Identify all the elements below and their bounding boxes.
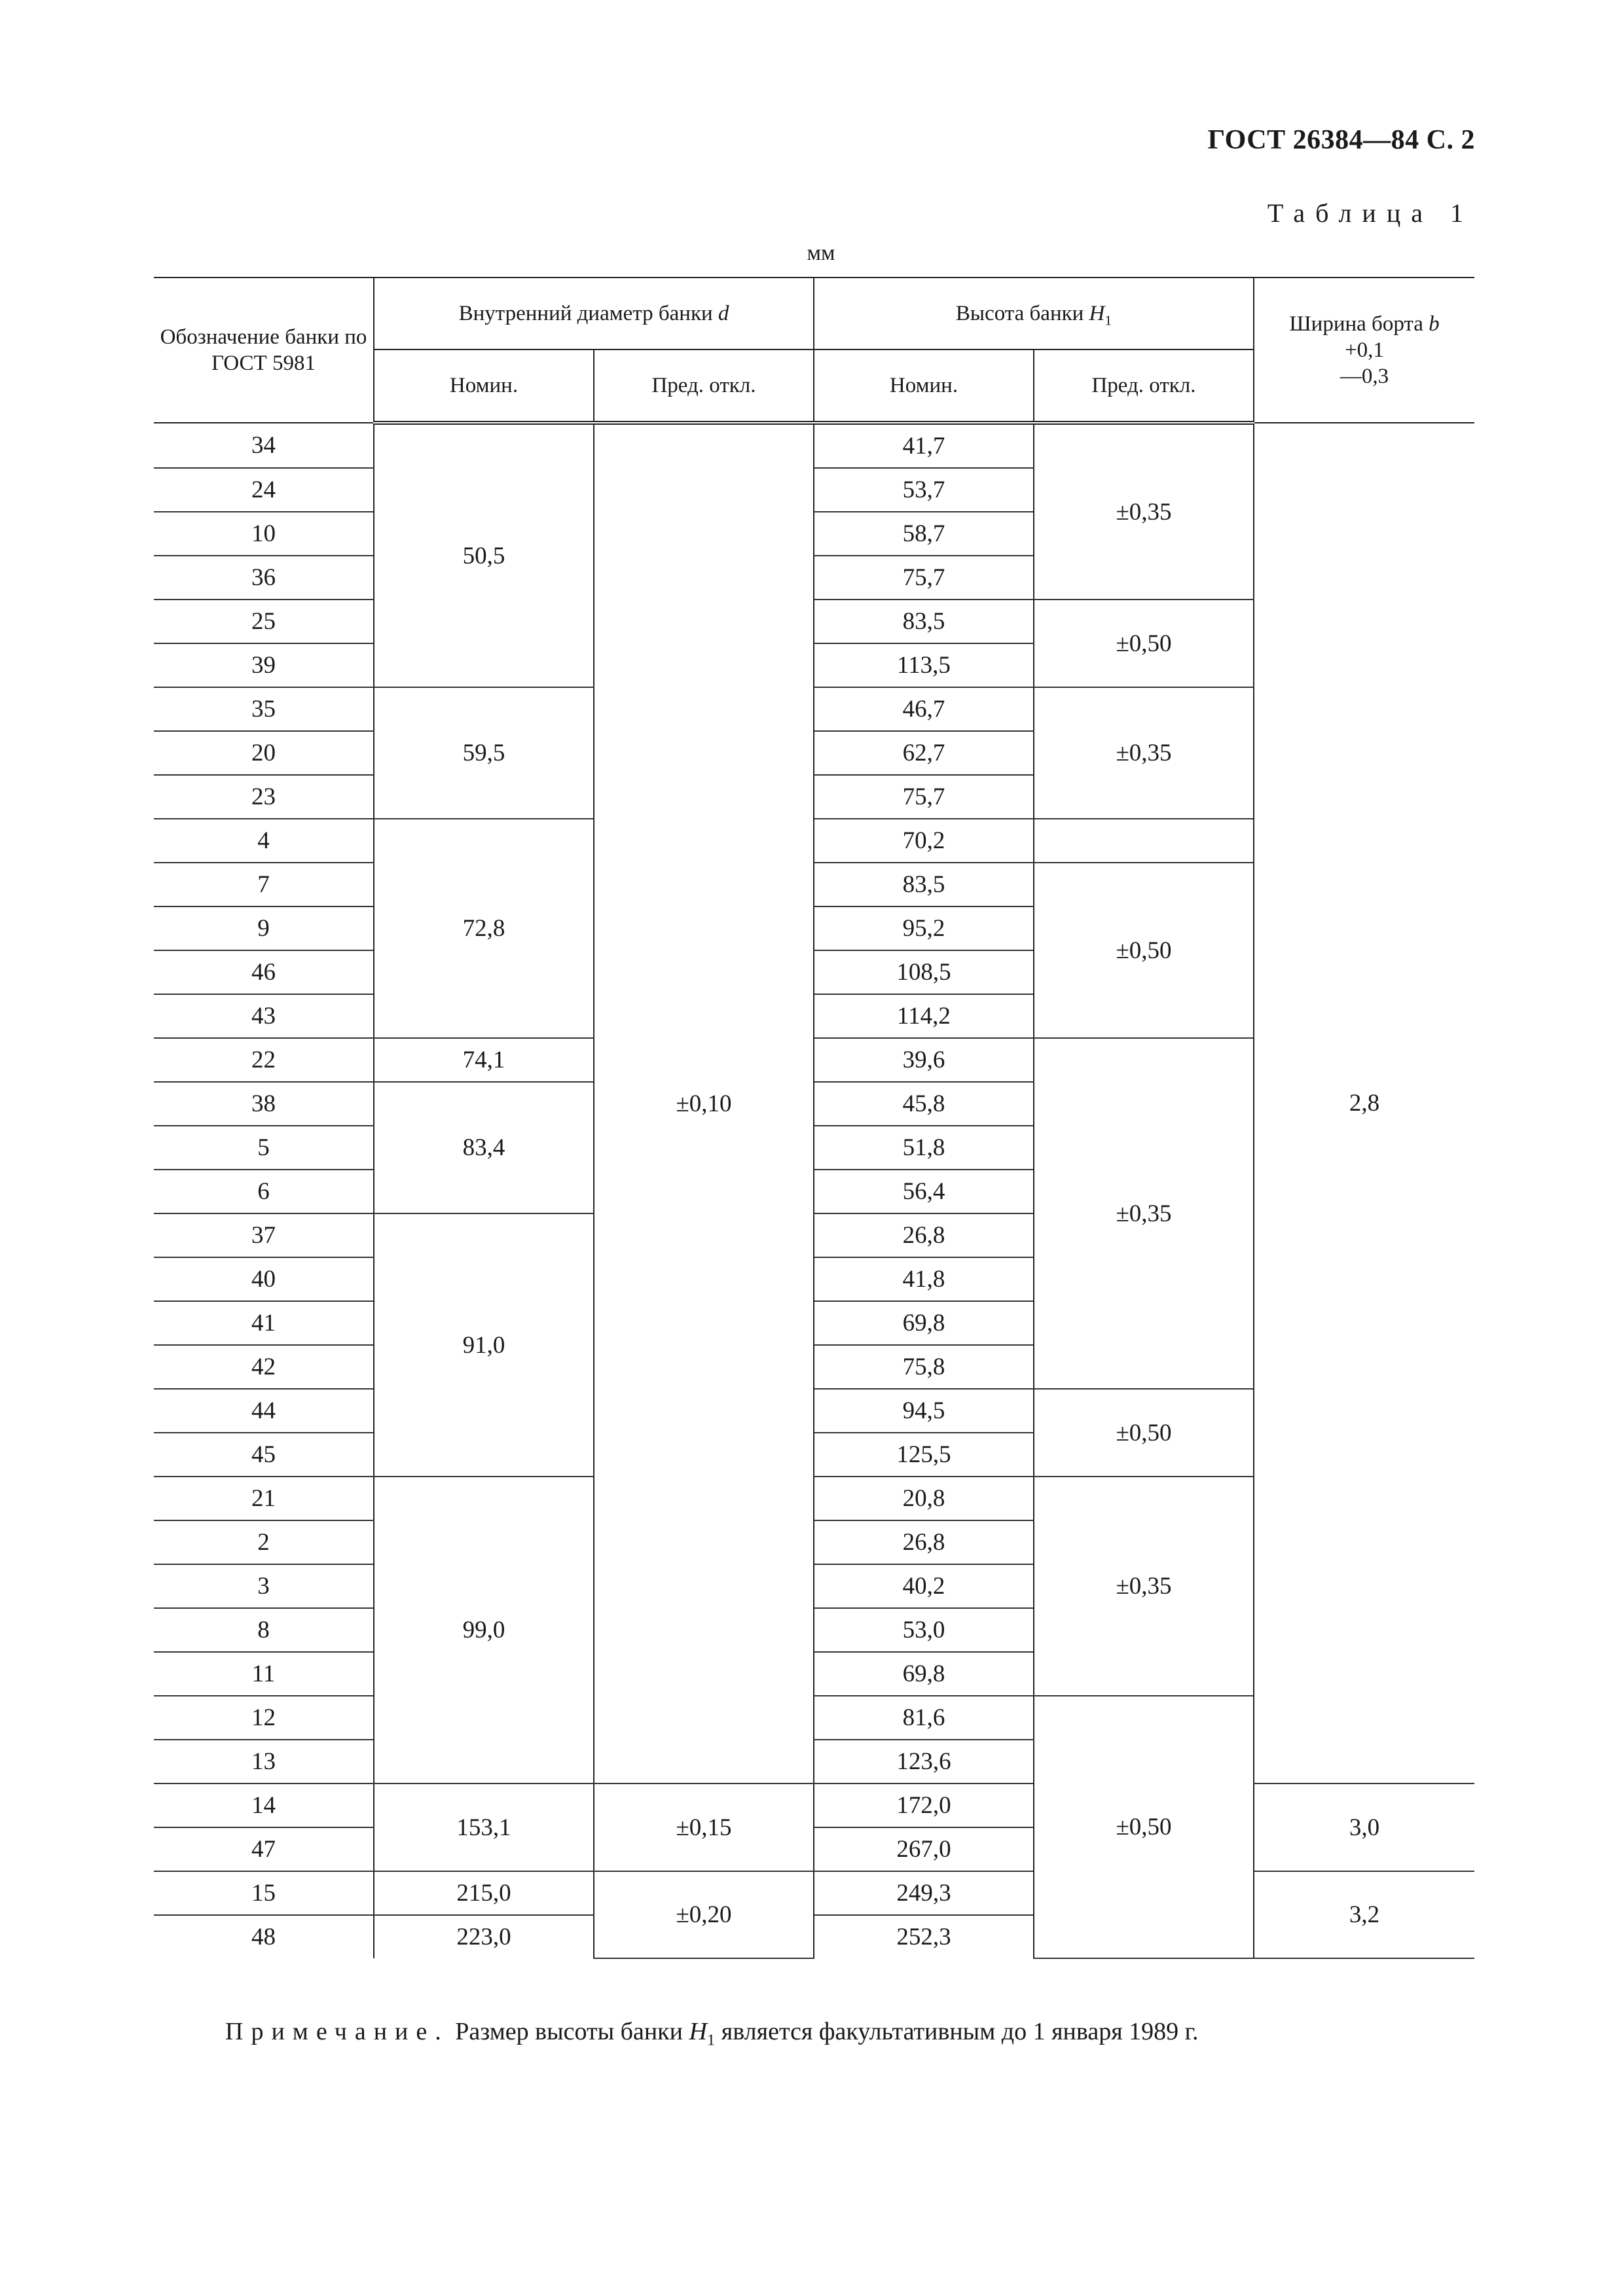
designation-cell: 47 [154, 1827, 374, 1871]
height-nominal-cell: 83,5 [814, 863, 1034, 906]
diameter-nominal-cell: 215,0 [374, 1871, 594, 1915]
designation-cell: 41 [154, 1301, 374, 1345]
diameter-deviation-cell: ±0,15 [594, 1784, 814, 1871]
flange-width-cell: 2,8 [1254, 423, 1474, 1784]
height-deviation-cell: ±0,50 [1034, 1696, 1254, 1958]
height-nominal-cell: 81,6 [814, 1696, 1034, 1740]
table-row [154, 423, 1474, 468]
header-height: Высота банки $H_1$ [814, 278, 1254, 350]
height-nominal-cell: 46,7 [814, 687, 1034, 731]
designation-cell: 40 [154, 1257, 374, 1301]
can-dimensions-table [154, 277, 1474, 1959]
designation-cell: 2 [154, 1520, 374, 1564]
height-nominal-cell: 26,8 [814, 1213, 1034, 1257]
header-height-deviation: Пред. откл. [1034, 350, 1254, 423]
designation-cell: 21 [154, 1477, 374, 1520]
header-height-nominal: Номин. [814, 350, 1034, 423]
height-nominal-cell: 94,5 [814, 1389, 1034, 1433]
height-nominal-cell: 53,7 [814, 468, 1034, 512]
height-nominal-cell: 69,8 [814, 1652, 1034, 1696]
diameter-nominal-cell: 223,0 [374, 1915, 594, 1958]
table-row [154, 1871, 1474, 1915]
height-deviation-cell: ±0,35 [1034, 687, 1254, 819]
designation-cell: 45 [154, 1433, 374, 1477]
height-nominal-cell: 113,5 [814, 643, 1034, 687]
height-nominal-cell: 114,2 [814, 994, 1034, 1038]
table-row [154, 1784, 1474, 1827]
designation-cell: 20 [154, 731, 374, 775]
designation-cell: 36 [154, 556, 374, 600]
diameter-nominal-cell: 50,5 [374, 423, 594, 687]
height-deviation-cell: ±0,50 [1034, 600, 1254, 687]
height-nominal-cell: 51,8 [814, 1126, 1034, 1170]
height-nominal-cell: 45,8 [814, 1082, 1034, 1126]
height-nominal-cell: 39,6 [814, 1038, 1034, 1082]
designation-cell: 39 [154, 643, 374, 687]
height-nominal-cell: 41,8 [814, 1257, 1034, 1301]
diameter-nominal-cell: 91,0 [374, 1213, 594, 1477]
designation-cell: 22 [154, 1038, 374, 1082]
diameter-nominal-cell: 153,1 [374, 1784, 594, 1871]
diameter-nominal-cell: 59,5 [374, 687, 594, 819]
height-nominal-cell: 26,8 [814, 1520, 1034, 1564]
height-nominal-cell: 53,0 [814, 1608, 1034, 1652]
height-deviation-cell: ±0,35 [1034, 423, 1254, 600]
designation-cell: 37 [154, 1213, 374, 1257]
header-diameter-nominal: Номин. [374, 350, 594, 423]
designation-cell: 24 [154, 468, 374, 512]
height-nominal-cell: 62,7 [814, 731, 1034, 775]
diameter-deviation-cell: ±0,20 [594, 1871, 814, 1958]
designation-cell: 7 [154, 863, 374, 906]
designation-cell: 3 [154, 1564, 374, 1608]
height-deviation-cell: ±0,35 [1034, 1477, 1254, 1696]
flange-width-cell: 3,0 [1254, 1784, 1474, 1871]
height-nominal-cell: 83,5 [814, 600, 1034, 643]
designation-cell: 25 [154, 600, 374, 643]
height-nominal-cell: 69,8 [814, 1301, 1034, 1345]
header-designation: Обозначение банки по ГОСТ 5981 [154, 278, 374, 423]
height-deviation-cell: ±0,50 [1034, 1389, 1254, 1477]
designation-cell: 15 [154, 1871, 374, 1915]
designation-cell: 46 [154, 950, 374, 994]
height-nominal-cell: 267,0 [814, 1827, 1034, 1871]
designation-cell: 48 [154, 1915, 374, 1958]
designation-cell: 35 [154, 687, 374, 731]
designation-cell: 38 [154, 1082, 374, 1126]
height-nominal-cell: 40,2 [814, 1564, 1034, 1608]
designation-cell: 11 [154, 1652, 374, 1696]
height-nominal-cell: 249,3 [814, 1871, 1034, 1915]
height-deviation-cell: ±0,50 [1034, 863, 1254, 1038]
height-nominal-cell: 172,0 [814, 1784, 1034, 1827]
designation-cell: 5 [154, 1126, 374, 1170]
height-nominal-cell: 56,4 [814, 1170, 1034, 1213]
diameter-nominal-cell: 99,0 [374, 1477, 594, 1784]
height-deviation-cell: ±0,35 [1034, 1038, 1254, 1389]
height-deviation-cell [1034, 819, 1254, 863]
height-nominal-cell: 108,5 [814, 950, 1034, 994]
designation-cell: 44 [154, 1389, 374, 1433]
footnote: Примечание. Размер высоты банки $H_1$ является факультативным до 1 января 1989 г. [225, 2018, 1199, 2049]
designation-cell: 12 [154, 1696, 374, 1740]
height-nominal-cell: 252,3 [814, 1915, 1034, 1958]
height-nominal-cell: 70,2 [814, 819, 1034, 863]
designation-cell: 4 [154, 819, 374, 863]
page-header: ГОСТ 26384—84 С. 2 [1207, 125, 1475, 155]
table-body [154, 423, 1474, 1958]
designation-cell: 6 [154, 1170, 374, 1213]
designation-cell: 42 [154, 1345, 374, 1389]
designation-cell: 13 [154, 1740, 374, 1784]
diameter-nominal-cell: 72,8 [374, 819, 594, 1038]
designation-cell: 10 [154, 512, 374, 556]
units-label: мм [807, 241, 835, 265]
header-inner-diameter: Внутренний диаметр банки d [374, 278, 814, 350]
diameter-nominal-cell: 74,1 [374, 1038, 594, 1082]
height-nominal-cell: 123,6 [814, 1740, 1034, 1784]
height-nominal-cell: 20,8 [814, 1477, 1034, 1520]
designation-cell: 9 [154, 906, 374, 950]
height-nominal-cell: 125,5 [814, 1433, 1034, 1477]
height-nominal-cell: 41,7 [814, 423, 1034, 468]
designation-cell: 8 [154, 1608, 374, 1652]
flange-width-cell: 3,2 [1254, 1871, 1474, 1958]
diameter-nominal-cell: 83,4 [374, 1082, 594, 1213]
height-nominal-cell: 58,7 [814, 512, 1034, 556]
height-nominal-cell: 95,2 [814, 906, 1034, 950]
designation-cell: 23 [154, 775, 374, 819]
table-caption: Таблица 1 [1267, 198, 1474, 228]
designation-cell: 34 [154, 423, 374, 468]
height-nominal-cell: 75,7 [814, 556, 1034, 600]
designation-cell: 43 [154, 994, 374, 1038]
header-diameter-deviation: Пред. откл. [594, 350, 814, 423]
designation-cell: 14 [154, 1784, 374, 1827]
height-nominal-cell: 75,8 [814, 1345, 1034, 1389]
header-flange-width: Ширина борта b +0,1 —0,3 [1254, 278, 1474, 423]
diameter-deviation-cell: ±0,10 [594, 423, 814, 1784]
height-nominal-cell: 75,7 [814, 775, 1034, 819]
